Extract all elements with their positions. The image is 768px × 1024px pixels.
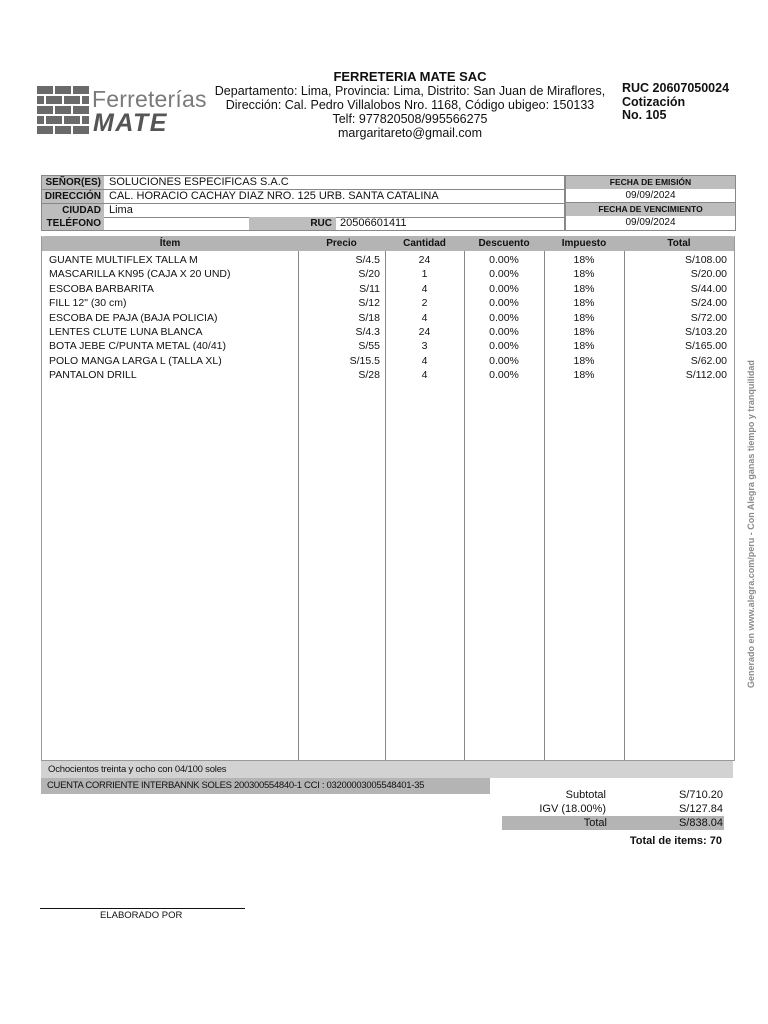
- cell-precio: S/55: [358, 340, 380, 353]
- col-header-impuesto: Impuesto: [561, 238, 607, 249]
- company-info: [205, 70, 615, 140]
- brick-logo-icon: [37, 86, 91, 134]
- items-table: [41, 236, 735, 761]
- client-row-ciudad: [42, 204, 564, 218]
- total-value: S/838.04: [678, 817, 723, 829]
- client-direccion-value: CAL. HORACIO CACHAY DIAZ NRO. 125 URB. SANTA CATALINA: [109, 190, 439, 202]
- cell-precio: S/20: [358, 268, 380, 281]
- table-row: [42, 311, 734, 325]
- company-email: margaritareto@gmail.com: [338, 126, 482, 140]
- client-info: [41, 175, 565, 231]
- cell-precio: S/18: [358, 311, 380, 324]
- cell-impuesto: 18%: [573, 254, 595, 266]
- cell-cantidad: 4: [421, 282, 428, 295]
- client-row-direccion: [42, 190, 564, 204]
- cell-cantidad: 1: [421, 268, 428, 281]
- emission-date-label: FECHA DE EMISIÓN: [566, 176, 735, 189]
- client-row-telefono: [42, 217, 564, 230]
- igv-value: S/127.84: [678, 803, 723, 815]
- cell-item: PANTALON DRILL: [49, 369, 137, 382]
- client-telefono-label: TELÉFONO: [42, 217, 104, 230]
- subtotal-label: Subtotal: [565, 789, 606, 801]
- cell-impuesto: 18%: [573, 340, 595, 353]
- cell-total: S/165.00: [684, 340, 727, 353]
- cell-cantidad: 4: [421, 311, 428, 324]
- cell-item: POLO MANGA LARGA L (TALLA XL): [49, 354, 222, 367]
- cell-item: LENTES CLUTE LUNA BLANCA: [49, 325, 203, 338]
- cell-precio: S/15.5: [349, 354, 380, 367]
- cell-cantidad: 3: [421, 340, 428, 353]
- cell-precio: S/12: [358, 297, 380, 310]
- client-ruc-value: 20506601411: [340, 217, 407, 229]
- cell-impuesto: 18%: [573, 369, 595, 382]
- cell-descuento: 0.00%: [489, 354, 519, 367]
- cell-total: S/103.20: [684, 325, 727, 338]
- document-type: Cotización: [622, 94, 686, 109]
- logo-text-top: Ferreterías: [92, 86, 207, 112]
- cell-cantidad: 24: [418, 254, 431, 266]
- cell-impuesto: 18%: [573, 354, 595, 367]
- cell-total: S/62.00: [690, 354, 727, 367]
- company-name: FERRETERIA MATE SAC: [333, 69, 487, 84]
- client-senor-value: SOLUCIONES ESPECIFICAS S.A.C: [109, 176, 289, 188]
- amount-in-words: Ochocientos treinta y ocho con 04/100 soles: [41, 761, 733, 778]
- cell-precio: S/4.5: [355, 254, 380, 266]
- cell-total: S/72.00: [690, 311, 727, 324]
- table-row: [42, 282, 734, 296]
- cell-item: BOTA JEBE C/PUNTA METAL (40/41): [49, 340, 226, 353]
- cell-item: ESCOBA BARBARITA: [49, 282, 154, 295]
- cell-cantidad: 24: [418, 325, 431, 338]
- table-body: [42, 253, 734, 383]
- cell-descuento: 0.00%: [489, 369, 519, 382]
- client-row-senor: [42, 176, 564, 190]
- cell-descuento: 0.00%: [489, 340, 519, 353]
- cell-descuento: 0.00%: [489, 254, 519, 266]
- company-phone: Telf: 977820508/995566275: [332, 112, 488, 126]
- table-row: [42, 325, 734, 339]
- table-row: [42, 354, 734, 368]
- table-row: [42, 296, 734, 310]
- emission-date-value: 09/09/2024: [566, 189, 735, 203]
- client-ruc-label: RUC: [249, 217, 336, 230]
- dates-block: [565, 175, 736, 231]
- company-logo: [37, 86, 209, 136]
- cell-item: MASCARILLA KN95 (CAJA X 20 UND): [49, 268, 231, 281]
- generated-by-note: Generado en www.alegra.com/peru - Con Alegra ganas tiempo y tranquilidad: [746, 360, 756, 688]
- company-ruc: RUC 20607050024: [622, 81, 730, 95]
- cell-cantidad: 4: [421, 354, 428, 367]
- cell-precio: S/11: [359, 282, 380, 295]
- company-address: Dirección: Cal. Pedro Villalobos Nro. 1168, Código ubigeo: 150133: [225, 98, 595, 112]
- cell-impuesto: 18%: [573, 282, 595, 295]
- cell-precio: S/4.3: [355, 325, 380, 338]
- col-header-total: Total: [667, 238, 691, 249]
- subtotal-row: [502, 788, 723, 802]
- total-row: [502, 816, 724, 830]
- logo-text-bottom: MATE: [93, 109, 168, 137]
- cell-descuento: 0.00%: [489, 311, 519, 324]
- signature-line: [40, 908, 245, 909]
- cell-descuento: 0.00%: [489, 282, 519, 295]
- cell-total: S/44.00: [690, 282, 727, 295]
- table-row: [42, 267, 734, 281]
- cell-total: S/24.00: [690, 297, 727, 310]
- igv-row: [502, 802, 723, 816]
- col-header-descuento: Descuento: [478, 238, 530, 249]
- cell-total: S/112.00: [685, 369, 727, 382]
- due-date-label: FECHA DE VENCIMIENTO: [566, 203, 735, 216]
- signature-label: ELABORADO POR: [100, 910, 183, 921]
- cell-cantidad: 2: [421, 297, 428, 310]
- cell-impuesto: 18%: [573, 297, 595, 310]
- cell-total: S/108.00: [684, 254, 727, 266]
- table-row: [42, 253, 734, 267]
- cell-item: ESCOBA DE PAJA (BAJA POLICIA): [49, 311, 218, 324]
- table-header: [42, 236, 734, 251]
- bank-account: CUENTA CORRIENTE INTERBANNK SOLES 200300554840-1 CCI : 03200003005548401-35: [41, 778, 490, 794]
- total-items-count: Total de items: 70: [629, 835, 722, 847]
- cell-descuento: 0.00%: [489, 325, 519, 338]
- table-row: [42, 339, 734, 353]
- cell-descuento: 0.00%: [489, 268, 519, 281]
- col-header-precio: Precio: [326, 238, 357, 249]
- col-header-cantidad: Cantidad: [403, 238, 446, 249]
- total-label: Total: [583, 817, 607, 829]
- cell-item: FILL 12" (30 cm): [49, 297, 127, 310]
- cell-impuesto: 18%: [573, 268, 595, 281]
- col-header-item: Ítem: [159, 238, 181, 249]
- document-id-block: [622, 82, 742, 123]
- cell-total: S/20.00: [690, 268, 727, 281]
- cell-impuesto: 18%: [573, 311, 595, 324]
- cell-impuesto: 18%: [573, 325, 595, 338]
- igv-label: IGV (18.00%): [539, 803, 606, 815]
- due-date-value: 09/09/2024: [625, 217, 676, 228]
- client-ciudad-value: Lima: [109, 204, 133, 216]
- cell-descuento: 0.00%: [489, 297, 519, 310]
- document-number: No. 105: [622, 108, 667, 122]
- client-ciudad-label: CIUDAD: [42, 204, 104, 217]
- client-senor-label: SEÑOR(ES): [42, 176, 104, 189]
- cell-item: GUANTE MULTIFLEX TALLA M: [49, 254, 198, 266]
- cell-cantidad: 4: [421, 369, 428, 382]
- subtotal-value: S/710.20: [678, 789, 723, 801]
- company-location: Departamento: Lima, Provincia: Lima, Distrito: San Juan de Miraflores,: [214, 84, 606, 98]
- cell-precio: S/28: [358, 369, 380, 382]
- client-direccion-label: DIRECCIÓN: [42, 190, 104, 203]
- table-row: [42, 368, 734, 382]
